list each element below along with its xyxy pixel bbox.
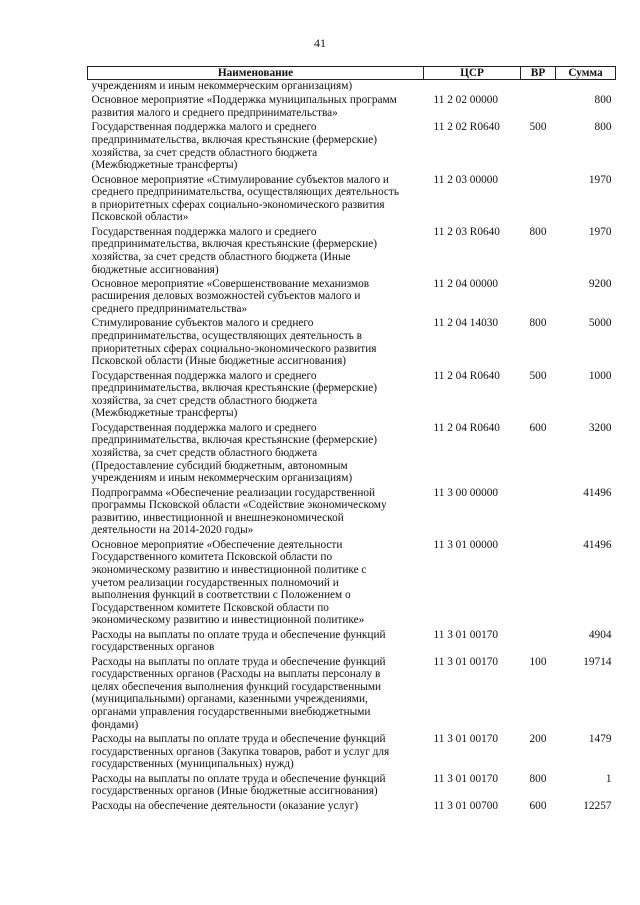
table-row bbox=[88, 539, 616, 629]
row-name-line: Подпрограмма «Обеспечение реализации государственной bbox=[91, 486, 376, 499]
table-row bbox=[88, 121, 616, 173]
row-vr: 800 bbox=[529, 225, 547, 238]
row-name-line: Псковской области (Иные бюджетные ассигнования) bbox=[91, 355, 347, 368]
table-row bbox=[88, 487, 616, 539]
row-name bbox=[88, 487, 424, 539]
row-sum: 1 bbox=[605, 772, 612, 785]
row-vr bbox=[521, 487, 556, 539]
row-name-line: развития малого и среднего предпринимательства» bbox=[91, 106, 338, 119]
header-sum: Сумма bbox=[556, 67, 616, 80]
table-row bbox=[88, 226, 616, 278]
row-csr: 11 3 01 00170 bbox=[433, 772, 499, 785]
row-name-line: государственных (муниципальных) нужд) bbox=[91, 758, 294, 771]
row-name-line: деятельности на 2014-2020 годы» bbox=[91, 524, 254, 537]
row-csr: 11 3 01 00170 bbox=[433, 628, 499, 641]
row-name-line: Государственная поддержка малого и среднего bbox=[91, 421, 317, 434]
table-row bbox=[88, 773, 616, 800]
table-row bbox=[88, 800, 616, 814]
header-vr: ВР bbox=[521, 67, 556, 80]
row-name-line: (Предоставление субсидий бюджетным, автономным bbox=[91, 459, 348, 472]
row-sum: 1479 bbox=[588, 733, 612, 746]
row-sum: 4904 bbox=[588, 628, 612, 641]
row-name-line: (муниципальными) органами, казенными учреждениями, bbox=[91, 693, 368, 706]
table-header bbox=[88, 67, 616, 80]
row-name-line: Государственном комитете Псковской области по bbox=[91, 601, 329, 614]
row-vr bbox=[521, 278, 556, 318]
row-name-line: Расходы на выплаты по оплате труда и обеспечение функций bbox=[91, 733, 386, 746]
row-vr bbox=[521, 80, 556, 95]
row-name-line: государственных органов (Иные бюджетные ассигнования) bbox=[91, 785, 378, 798]
table-row bbox=[88, 629, 616, 656]
row-csr: 11 3 01 00700 bbox=[433, 799, 499, 812]
row-sum: 12257 bbox=[583, 799, 612, 812]
row-sum: 3200 bbox=[588, 421, 612, 434]
row-name-line: Основное мероприятие «Совершенствование механизмов bbox=[91, 277, 370, 290]
row-name-line: (Межбюджетные трансферты) bbox=[91, 159, 238, 172]
row-vr: 800 bbox=[529, 772, 547, 785]
row-name bbox=[88, 226, 424, 278]
row-csr: 11 3 01 00170 bbox=[433, 655, 499, 668]
row-name-line: предпринимательства, включая крестьянские (фермерские) bbox=[91, 382, 378, 395]
row-csr: 11 2 02 R0640 bbox=[433, 121, 500, 134]
row-name-line: учреждениям и иным некоммерческим организациям) bbox=[91, 472, 353, 485]
row-sum: 41496 bbox=[583, 486, 612, 499]
table-body bbox=[88, 80, 616, 815]
row-name bbox=[88, 656, 424, 733]
row-name-line: учреждениям и иным некоммерческим организациям) bbox=[91, 80, 353, 92]
row-name-line: Расходы на выплаты по оплате труда и обеспечение функций bbox=[91, 772, 386, 785]
row-vr: 600 bbox=[529, 799, 547, 812]
table-row bbox=[88, 422, 616, 487]
table-row bbox=[88, 80, 616, 95]
row-name-line: фондами) bbox=[91, 718, 139, 731]
row-vr: 200 bbox=[529, 733, 547, 746]
row-sum: 1970 bbox=[588, 225, 612, 238]
row-name-line: Основное мероприятие «Поддержка муниципальных программ bbox=[91, 94, 397, 107]
row-name-line: среднего предпринимательства, осуществляющих деятельность bbox=[91, 186, 399, 199]
row-name bbox=[88, 773, 424, 800]
row-name-line: Государственная поддержка малого и среднего bbox=[91, 369, 317, 382]
budget-table-container bbox=[87, 66, 615, 814]
budget-table bbox=[87, 66, 616, 814]
row-name-line: предпринимательства, включая крестьянские (фермерские) bbox=[91, 434, 378, 447]
row-csr: 11 2 04 R0640 bbox=[433, 421, 500, 434]
table-row bbox=[88, 656, 616, 733]
row-name-line: хозяйства, за счет средств областного бюджета bbox=[91, 146, 318, 159]
row-name bbox=[88, 121, 424, 173]
row-name-line: среднего предпринимательства» bbox=[91, 303, 248, 316]
row-name bbox=[88, 422, 424, 487]
row-name bbox=[88, 278, 424, 318]
row-name-line: приоритетных сферах социально-экономического развития bbox=[91, 342, 377, 355]
row-name-line: предпринимательства, включая крестьянские (фермерские) bbox=[91, 133, 378, 146]
row-vr bbox=[521, 174, 556, 226]
row-name-line: Расходы на обеспечение деятельности (оказание услуг) bbox=[91, 799, 359, 812]
row-vr: 500 bbox=[529, 121, 547, 134]
row-name bbox=[88, 174, 424, 226]
table-row bbox=[88, 174, 616, 226]
row-name-line: Основное мероприятие «Обеспечение деятельности bbox=[91, 538, 343, 551]
table-row bbox=[88, 370, 616, 422]
row-name bbox=[88, 629, 424, 656]
row-name-line: в приоритетных сферах социально-экономического развития bbox=[91, 198, 385, 211]
row-name-line: выполнения функций в соответствии с Положением о bbox=[91, 589, 351, 602]
table-row bbox=[88, 94, 616, 121]
row-name-line: хозяйства, за счет средств областного бюджета bbox=[91, 394, 318, 407]
row-csr: 11 2 03 00000 bbox=[433, 173, 499, 186]
row-vr bbox=[521, 94, 556, 121]
table-row bbox=[88, 733, 616, 773]
row-vr: 600 bbox=[529, 421, 547, 434]
row-csr: 11 2 04 R0640 bbox=[433, 369, 500, 382]
row-sum: 9200 bbox=[588, 277, 612, 290]
row-name bbox=[88, 80, 424, 95]
row-name-line: государственных органов bbox=[91, 641, 215, 654]
row-vr bbox=[521, 629, 556, 656]
row-csr: 11 3 01 00170 bbox=[433, 733, 499, 746]
row-sum: 19714 bbox=[583, 655, 612, 668]
row-sum: 5000 bbox=[588, 317, 612, 330]
row-name-line: бюджетные ассигнования) bbox=[91, 263, 219, 276]
row-name-line: государственных органов (Закупка товаров, работ и услуг для bbox=[91, 745, 390, 758]
table-row bbox=[88, 278, 616, 318]
row-name-line: расширения деловых возможностей субъектов малого и bbox=[91, 290, 361, 303]
row-name-line: Основное мероприятие «Стимулирование субъектов малого и bbox=[91, 173, 389, 186]
row-csr: 11 2 03 R0640 bbox=[433, 225, 500, 238]
row-csr: 11 3 00 00000 bbox=[433, 486, 499, 499]
row-csr: 11 2 04 14030 bbox=[433, 317, 499, 330]
row-sum: 41496 bbox=[583, 538, 612, 551]
row-csr bbox=[424, 80, 521, 95]
row-vr bbox=[521, 539, 556, 629]
row-name-line: Государственного комитета Псковской области по bbox=[91, 551, 333, 564]
row-sum: 1970 bbox=[588, 173, 612, 186]
row-name-line: хозяйства, за счет средств областного бюджета bbox=[91, 447, 318, 459]
row-name bbox=[88, 733, 424, 773]
page-number: 41 bbox=[314, 36, 326, 50]
row-name-line: хозяйства, за счет средств областного бюджета (Иные bbox=[91, 250, 351, 263]
row-name bbox=[88, 539, 424, 629]
row-name-line: государственных органов (Расходы на выплаты персоналу в bbox=[91, 668, 381, 681]
row-name-line: экономическому развитию и инвестиционной политике» bbox=[91, 614, 365, 627]
row-name-line: целях обеспечения выполнения функций государственными bbox=[91, 680, 382, 693]
row-name-line: Государственная поддержка малого и среднего bbox=[91, 121, 317, 134]
header-csr: ЦСР bbox=[424, 67, 521, 80]
row-name bbox=[88, 370, 424, 422]
table-row bbox=[88, 317, 616, 369]
row-sum: 800 bbox=[594, 121, 612, 134]
row-name-line: предпринимательства, осуществляющих деятельность в bbox=[91, 330, 362, 343]
row-name-line: органами управления государственными внебюджетными bbox=[91, 706, 371, 719]
row-name-line: предпринимательства, включая крестьянские (фермерские) bbox=[91, 238, 378, 251]
row-name-line: Стимулирование субъектов малого и среднего bbox=[91, 317, 314, 330]
row-name bbox=[88, 94, 424, 121]
row-name-line: развитию, инвестиционной и внешнеэкономической bbox=[91, 511, 344, 524]
row-name-line: Государственная поддержка малого и среднего bbox=[91, 225, 317, 238]
row-vr: 100 bbox=[529, 655, 547, 668]
row-name-line: Расходы на выплаты по оплате труда и обеспечение функций bbox=[91, 655, 386, 668]
row-vr: 800 bbox=[529, 317, 547, 330]
row-sum: 800 bbox=[594, 94, 612, 107]
row-name-line: учетом реализации государственных полномочий и bbox=[91, 576, 339, 589]
row-csr: 11 3 01 00000 bbox=[433, 538, 499, 551]
row-name bbox=[88, 800, 424, 814]
row-csr: 11 2 02 00000 bbox=[433, 94, 499, 107]
row-sum: 1000 bbox=[588, 369, 612, 382]
row-name-line: программы Псковской области «Содействие экономическому bbox=[91, 499, 387, 512]
row-name-line: (Межбюджетные трансферты) bbox=[91, 407, 238, 420]
row-vr: 500 bbox=[529, 369, 547, 382]
row-csr: 11 2 04 00000 bbox=[433, 277, 499, 290]
row-sum bbox=[556, 80, 616, 95]
row-name-line: экономическому развитию и инвестиционной политике с bbox=[91, 563, 367, 576]
row-name-line: Расходы на выплаты по оплате труда и обеспечение функций bbox=[91, 628, 386, 641]
header-name: Наименование bbox=[88, 67, 424, 80]
row-name bbox=[88, 317, 424, 369]
row-name-line: Псковской области» bbox=[91, 211, 189, 224]
